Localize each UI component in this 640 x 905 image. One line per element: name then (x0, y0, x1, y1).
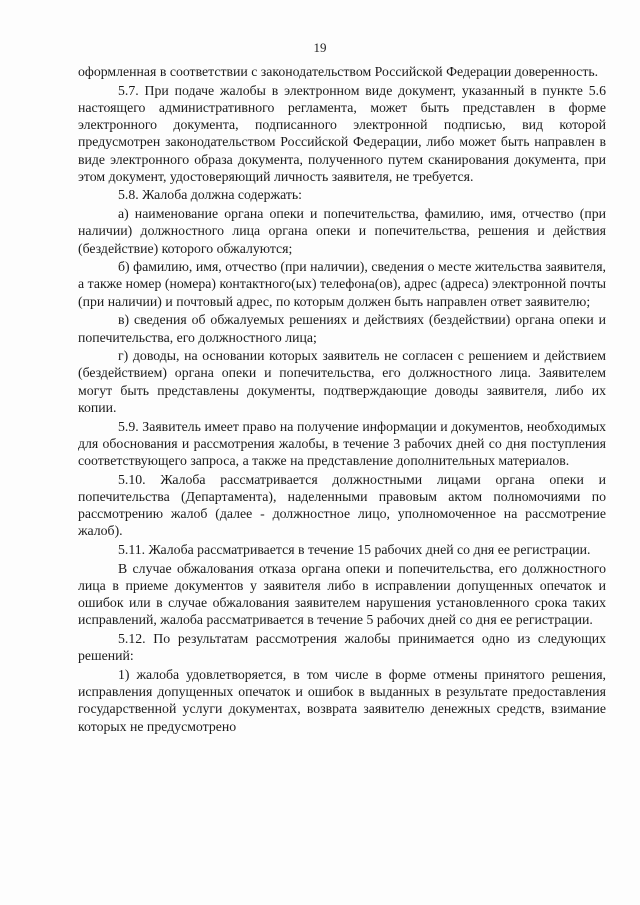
document-body (78, 63, 606, 735)
paragraph-5-11: 5.11. Жалоба рассматривается в течение 15 рабочих дней со дня ее регистрации. (118, 541, 591, 557)
paragraph-5-12: 5.12. По результатам рассмотрения жалобы принимается одно из следующих решений: (78, 631, 606, 664)
paragraph-5-8: 5.8. Жалоба должна содержать: (118, 187, 303, 203)
paragraph-5-10: 5.10. Жалоба рассматривается должностными лицами органа опеки и попечительства (Департамента), наделенными правовым актом полномочиями по рассмотрению жалоб (далее - должностное лицо, уполномоченное на рассмотрение жалоб). (78, 471, 606, 539)
paragraph-5-9: 5.9. Заявитель имеет право на получение информации и документов, необходимых для обоснования и рассмотрения жалобы, в течение 3 рабочих дней со дня поступления соответствующего запроса, а также на представление дополнительных материалов. (78, 418, 606, 468)
paragraph-5-11-appeal: В случае обжалования отказа органа опеки и попечительства, его должностного лица в приеме документов у заявителя либо в исправлении допущенных опечаток и ошибок или в случае обжалования заявителем нарушения установленного срока таких исправлений, жалоба рассматривается в течение 5 рабочих дней со дня ее регистрации. (78, 560, 606, 628)
paragraph-continuation: оформленная в соответствии с законодательством Российской Федерации доверенность. (78, 64, 599, 79)
paragraph-5-8-b: б) фамилию, имя, отчество (при наличии), сведения о месте жительства заявителя, а также номер (номера) контактного(ых) телефона(ов), адрес (адреса) электронной почты (при наличии) и почтовый адрес, по которым должен быть направлен ответ заявителю; (78, 259, 606, 309)
paragraph-5-7: 5.7. При подаче жалобы в электронном виде документ, указанный в пункте 5.6 настоящего административного регламента, может быть представлен в форме электронного документа, подписанного электронной подписью, вид которой предусмотрен законодательством Российской Федерации, либо может быть направлен в виде электронного образа документа, полученного путем сканирования документа, при этом документ, удостоверяющий личность заявителя, не требуется. (78, 82, 606, 184)
paragraph-5-8-a: а) наименование органа опеки и попечительства, фамилию, имя, отчество (при наличии) должностного лица органа опеки и попечительства, решения и действия (бездействие) которого обжалуются; (78, 206, 606, 256)
page-number: 19 (313, 40, 327, 55)
paragraph-5-8-g: г) доводы, на основании которых заявитель не согласен с решением и действием (бездействием) органа опеки и попечительства, его должностного лица. Заявителем могут быть представлены документы, подтверждающие доводы заявителя, либо их копии. (78, 348, 606, 415)
paragraph-5-8-v: в) сведения об обжалуемых решениях и действиях (бездействии) органа опеки и попечительства, его должностного лица; (78, 312, 606, 345)
paragraph-5-12-1: 1) жалоба удовлетворяется, в том числе в форме отмены принятого решения, исправления допущенных опечаток и ошибок в выданных в результате предоставления государственной услуги документах, возврата заявителю денежных средств, взимание которых не предусмотрено (78, 666, 606, 734)
